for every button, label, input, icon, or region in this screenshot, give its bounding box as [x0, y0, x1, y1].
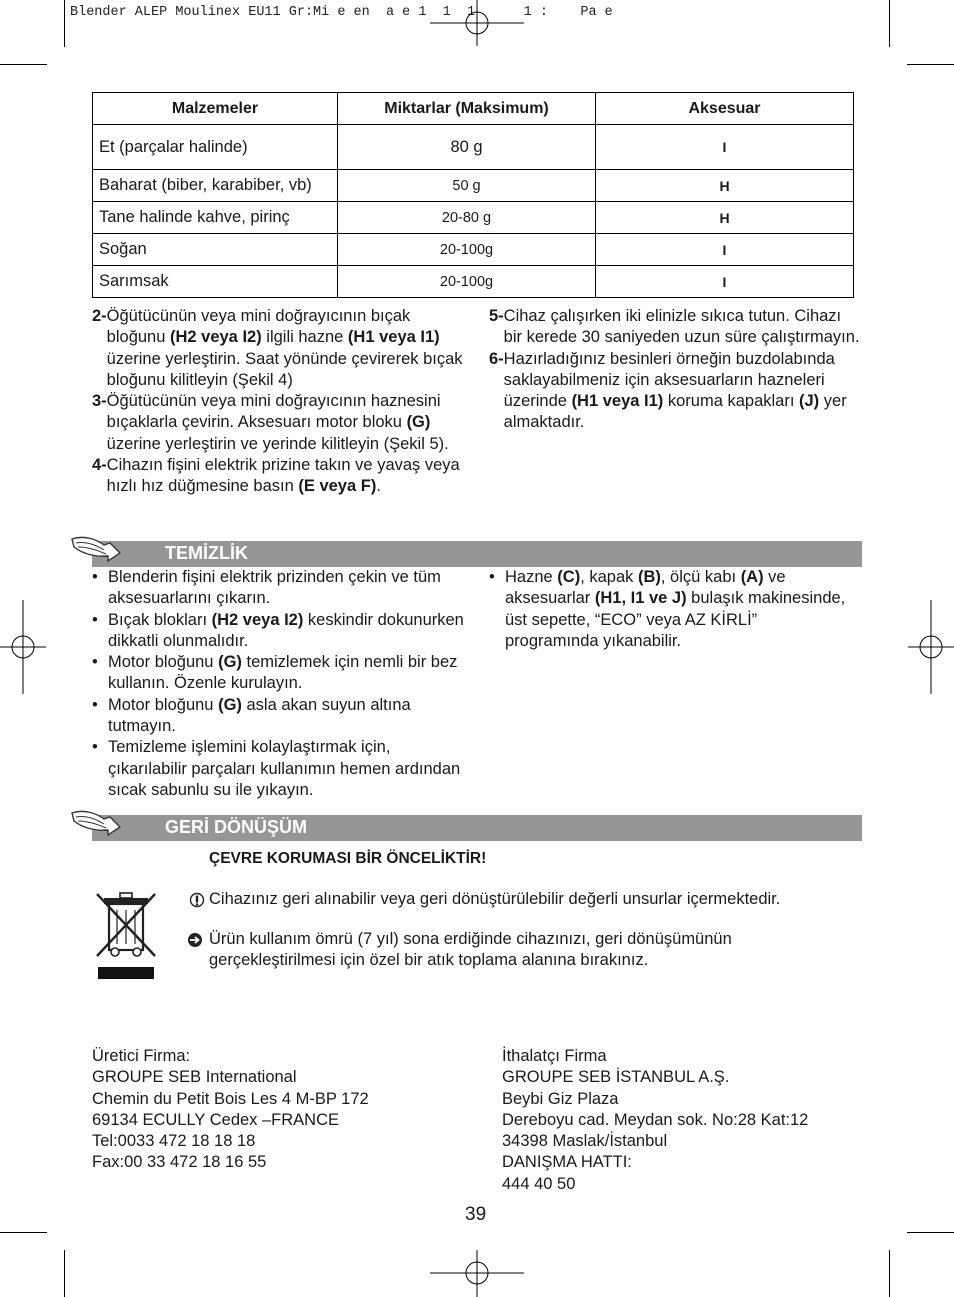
list-item: [92, 567, 472, 610]
crop-mark: [64, 0, 65, 47]
ingredients-table: [92, 92, 854, 298]
list-item-text: [108, 652, 472, 695]
step-number: 4-: [92, 456, 107, 475]
importer-line: DANIŞMA HATTI:: [502, 1153, 632, 1172]
step-text-part: koruma kapakları: [663, 392, 800, 411]
crossed-bin-icon: [95, 890, 157, 982]
text-part: bulaşık makinesinde, üst sepette, “ECO” veya AZ KİRLİ” programında yıkanabilir.: [505, 589, 846, 650]
cell-quantity: 20-100g: [338, 234, 596, 266]
info-icon: [189, 891, 205, 909]
text-ref: (H2 veya I2): [211, 610, 304, 629]
table-row: [93, 202, 854, 234]
text-part: , ölçü kabı: [660, 568, 741, 586]
text-part: keskindir dokunurken dikkatli olunmalıdır.: [108, 610, 464, 650]
step-text-part: yer almaktadır.: [503, 392, 847, 432]
text-ref: (A): [740, 568, 764, 586]
recycling-section-header: [92, 815, 862, 841]
list-item: [92, 695, 472, 738]
cleaning-left-column: [92, 567, 472, 801]
step-text-part: Hazırladığınız besinleri örneğin buzdolabında saklayabilmeniz için aksesuarların hazneleri üzerinde: [503, 349, 835, 411]
manufacturer-line: 69134 ECULLY Cedex –FRANCE: [92, 1110, 340, 1129]
cell-accessory: I: [596, 266, 854, 298]
step-text-part: .: [376, 477, 381, 496]
step-text-part: üzerine yerleştirin. Saat yönünde çevirerek bıçak bloğunu kilitleyin (Şekil 4): [106, 349, 463, 389]
manufacturer-line: GROUPE SEB International: [92, 1068, 297, 1087]
cell-ingredient: Tane halinde kahve, pirinç: [93, 202, 338, 234]
header-accessory: Aksesuar: [596, 93, 854, 125]
cleaning-title: TEMİZLİK: [165, 543, 248, 563]
cell-quantity: 50 g: [338, 170, 596, 202]
text-part: ve aksesuarlar: [505, 568, 786, 608]
importer-line: 444 40 50: [502, 1174, 576, 1193]
registration-mark-bottom: [430, 1250, 524, 1297]
text-part: Motor bloğunu: [108, 695, 219, 714]
cell-quantity: 20-100g: [338, 266, 596, 298]
print-header: Blender ALEP Moulinex EU11 Gr:Mi e en a e 1 1 1 1 : Pa e: [70, 5, 613, 20]
recycling-title: GERİ DÖNÜŞÜM: [165, 817, 308, 837]
bullet: •: [92, 568, 98, 586]
text-part: Hazne: [505, 568, 558, 586]
step-text: [504, 349, 864, 434]
cell-ingredient: Et (parçalar halinde): [93, 125, 338, 170]
step-4: [92, 455, 472, 498]
crop-mark: [64, 1250, 65, 1297]
importer-line: İthalatçı Firma: [502, 1047, 607, 1065]
cell-ingredient: Sarımsak: [93, 266, 338, 298]
list-item: [92, 610, 472, 653]
step-2: [92, 306, 472, 391]
steps-left-column: [92, 306, 472, 498]
text-part: , kapak: [580, 568, 638, 586]
bullet: •: [92, 610, 98, 629]
bullet: •: [489, 568, 495, 586]
step-3: [92, 391, 472, 455]
text-ref: (G): [218, 695, 242, 714]
hand-arrow-icon: [70, 807, 122, 843]
bullet: •: [92, 653, 98, 672]
registration-mark-top: [430, 0, 524, 46]
list-item: [92, 652, 472, 695]
list-item: [489, 567, 849, 652]
text-part: Motor bloğunu: [108, 653, 219, 672]
registration-mark-right: [908, 600, 954, 694]
crop-mark: [889, 0, 890, 47]
step-number: 2-: [92, 307, 107, 325]
step-number: 3-: [92, 392, 107, 411]
step-number: 5-: [489, 307, 504, 325]
step-text-part: Öğütücünün veya mini doğrayıcının haznesini bıçaklarla çevirin. Aksesuarı motor bloku: [106, 392, 441, 432]
text-part: asla akan suyun altına tutmayın.: [108, 695, 411, 736]
cleaning-right-column: [489, 567, 849, 652]
list-item-text: Blenderin fişini elektrik prizinden çekin ve tüm aksesuarlarını çıkarın.: [108, 568, 441, 608]
importer-line: Beybi Giz Plaza: [502, 1089, 619, 1108]
text-part: Bıçak blokları: [108, 610, 212, 629]
cell-ingredient: Baharat (biber, karabiber, vb): [93, 170, 338, 202]
list-item-text: Temizleme işlemini kolaylaştırmak için, çıkarılabilir parçaları kullanımın hemen ardından sıcak sabunlu su ile yıkayın.: [108, 738, 461, 799]
recycling-info-text: Cihazınız geri alınabilir veya geri dönüştürülebilir değerli unsurlar içermektedir.: [209, 890, 781, 908]
text-ref: (H1, I1 ve J): [594, 589, 687, 608]
crop-mark: [889, 1250, 890, 1297]
step-text: [107, 455, 472, 498]
table-row: [93, 125, 854, 170]
steps-right-column: [489, 306, 864, 434]
table-header-row: [93, 93, 854, 125]
crop-mark: [0, 64, 47, 65]
crop-mark: [907, 64, 954, 65]
step-text: [107, 306, 472, 391]
list-item: [92, 737, 472, 801]
text-ref: (G): [218, 653, 242, 672]
manufacturer-block: [92, 1046, 369, 1174]
manufacturer-line: Chemin du Petit Bois Les 4 M-BP 172: [92, 1089, 369, 1108]
recycling-disposal-text: Ürün kullanım ömrü (7 yıl) sona erdiğinde cihazınızı, geri dönüşümünün gerçekleştirilmesi için özel bir atık toplama alanına bırakınız.: [209, 930, 732, 970]
importer-line: GROUPE SEB İSTANBUL A.Ş.: [502, 1068, 730, 1087]
cell-accessory: I: [596, 125, 854, 170]
table-row: [93, 266, 854, 298]
step-text: [107, 391, 472, 455]
manufacturer-line: Tel:0033 472 18 18 18: [92, 1132, 256, 1151]
page-number: 39: [465, 1204, 487, 1225]
cell-ingredient: Soğan: [93, 234, 338, 266]
text-ref: (C): [557, 568, 581, 586]
recycling-info-line: [189, 889, 849, 910]
step-6: [489, 349, 864, 434]
crop-mark: [0, 1232, 47, 1233]
table-row: [93, 170, 854, 202]
crop-mark: [907, 1232, 954, 1233]
table-row: [93, 234, 854, 266]
hand-arrow-icon: [70, 533, 122, 569]
text-ref: (B): [637, 568, 661, 586]
step-text-part: ilgili hazne: [261, 328, 348, 347]
list-item-text: [108, 610, 472, 653]
step-ref: (E veya F): [298, 477, 377, 496]
importer-line: 34398 Maslak/İstanbul: [502, 1132, 668, 1151]
cell-accessory: I: [596, 234, 854, 266]
importer-block: [502, 1046, 808, 1195]
cell-accessory: H: [596, 170, 854, 202]
header-ingredients: Malzemeler: [93, 93, 338, 125]
manufacturer-line: Fax:00 33 472 18 16 55: [92, 1153, 267, 1172]
manufacturer-line: Üretici Firma:: [92, 1047, 191, 1065]
step-number: 6-: [489, 349, 504, 368]
step-ref: (J): [799, 392, 820, 411]
arrow-bullet-icon: [186, 931, 204, 949]
header-quantities: Miktarlar (Maksimum): [338, 93, 596, 125]
step-ref: (G): [406, 413, 431, 432]
step-text-part: Öğütücünün veya mini doğrayıcının bıçak bloğunu: [106, 307, 411, 347]
step-text-part: Cihazın fişini elektrik prizine takın ve yavaş veya hızlı hız düğmesine basın: [106, 456, 460, 496]
bullet: •: [92, 738, 98, 757]
cleaning-section-header: [92, 541, 862, 567]
step-ref: (H2 veya I2): [169, 328, 262, 347]
cell-accessory: H: [596, 202, 854, 234]
step-ref: (H1 veya I1): [347, 328, 440, 347]
cell-quantity: 20-80 g: [338, 202, 596, 234]
step-text-part: üzerine yerleştirin ve yerinde kilitleyin (Şekil 5).: [106, 434, 449, 453]
list-item-text: [108, 695, 472, 738]
bullet: •: [92, 695, 98, 714]
recycling-subtitle: ÇEVRE KORUMASI BİR ÖNCELİKTİR!: [209, 850, 487, 867]
list-item-text: [505, 567, 849, 652]
importer-line: Dereboyu cad. Meydan sok. No:28 Kat:12: [502, 1110, 809, 1129]
text-part: temizlemek için nemli bir bez kullanın. Özenle kurulayın.: [108, 653, 458, 693]
step-ref: (H1 veya I1): [571, 392, 664, 411]
step-text: Cihaz çalışırken iki elinizle sıkıca tutun. Cihazı bir kerede 30 saniyeden uzun süre çalıştırmayın.: [503, 307, 860, 347]
registration-mark-left: [0, 600, 46, 694]
cell-quantity: 80 g: [338, 125, 596, 170]
recycling-disposal-line: [186, 929, 826, 972]
step-5: [489, 306, 864, 349]
